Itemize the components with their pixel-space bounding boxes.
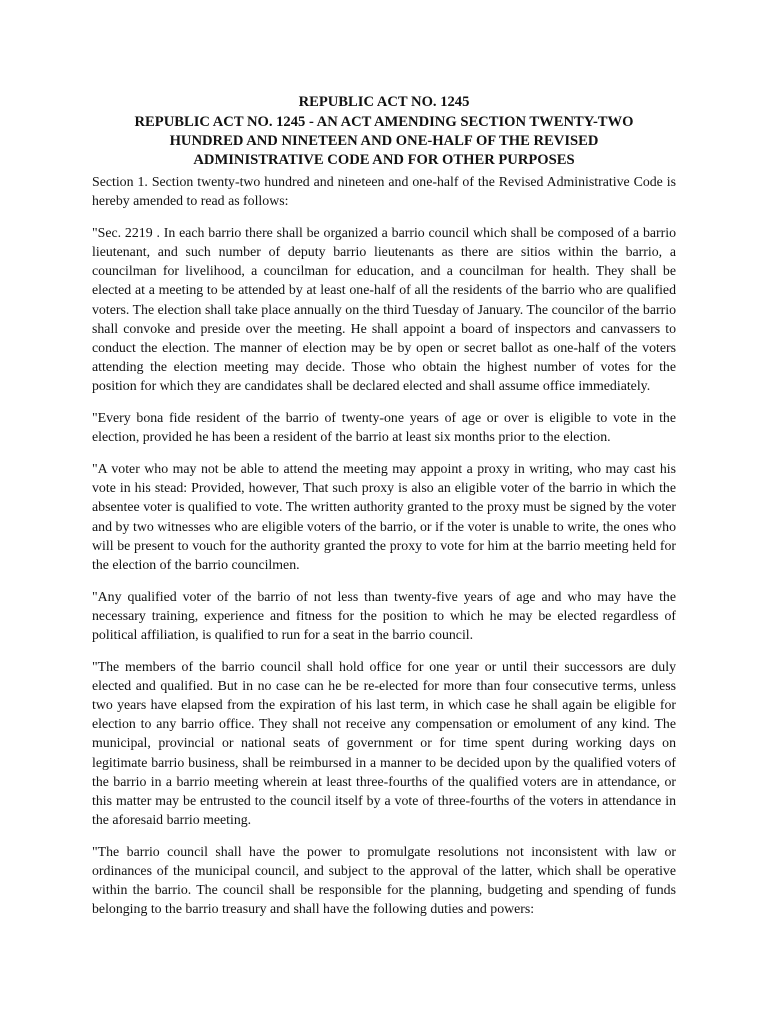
body-paragraph: "The barrio council shall have the power to promulgate resolutions not inconsistent with law or ordinances of the municipal council, and subject to the approval of the latter, which shall be operative within the barrio. The council shall be responsible for the planning, budgeting and spending of funds belonging to the barrio treasury and shall have the following duties and powers:	[92, 843, 676, 917]
body-paragraph: "A voter who may not be able to attend the meeting may appoint a proxy in writing, who may cast his vote in his stead: Provided, however, That such proxy is also an eligible voter of the barrio in which the absentee voter is qualified to vote. The written authority granted to the proxy must be signed by the voter and by two witnesses who are eligible voters of the barrio, or if the voter is unable to write, the ones who will be present to vouch for the authority granted the proxy to vote for him at the barrio meeting held for the election of the barrio councilmen.	[92, 461, 676, 572]
body-paragraph: "The members of the barrio council shall hold office for one year or until their successors are duly elected and qualified. But in no case can he be re-elected for more than four consecutive terms, unless two years have elapsed from the expiration of his last term, in which case he shall again be eligible for election to any barrio office. They shall not receive any compensation or emolument of any kind. The municipal, provincial or national seats of government or for time spent during working days on legitimate barrio business, shall be reimbursed in a manner to be decided upon by the qualified voters of the barrio in a barrio meeting wherein at least three-fourths of the qualified voters are in attendance, or this matter may be entrusted to the council itself by a vote of three-fourths of the voters in attendance in the aforesaid barrio meeting.	[92, 659, 676, 827]
body-paragraph: "Any qualified voter of the barrio of not less than twenty-five years of age and who may have the necessary training, experience and fitness for the position to which he may be elected regardless of political affiliation, is qualified to run for a seat in the barrio council.	[92, 588, 676, 642]
subtitle-line: REPUBLIC ACT NO. 1245 - AN ACT AMENDING SECTION TWENTY-TWO	[134, 114, 634, 130]
subtitle-line: ADMINISTRATIVE CODE AND FOR OTHER PURPOSES	[193, 152, 575, 168]
section-paragraph: Section 1. Section twenty-two hundred and nineteen and one-half of the Revised Administrative Code is hereby amended to read as follows:	[92, 174, 676, 209]
body-paragraph: "Every bona fide resident of the barrio of twenty-one years of age or over is eligible to vote in the election, provided he has been a resident of the barrio at least six months prior to the election.	[92, 410, 676, 445]
body-paragraph: "Sec. 2219 . In each barrio there shall be organized a barrio council which shall be composed of a barrio lieutenant, and such number of deputy barrio lieutenants as there are sitios within the barrio, a councilman for livelihood, a councilman for education, and a councilman for health. They shall be elected at a meeting to be attended by at least one-half of all the residents of the barrio who are qualified voters. The election shall take place annually on the third Tuesday of January. The councilor of the barrio shall convoke and preside over the meeting. He shall appoint a board of inspectors and canvassers to conduct the election. The manner of election may be by open or secret ballot as one-half of the voters attending the election meeting may decide. Those who obtain the highest number of votes for the position for which they are candidates shall be declared elected and shall assume office immediately.	[92, 225, 676, 393]
document-body	[92, 172, 676, 931]
subtitle-line: HUNDRED AND NINETEEN AND ONE-HALF OF THE REVISED	[169, 133, 599, 149]
document-title: REPUBLIC ACT NO. 1245	[298, 94, 470, 110]
document-header	[90, 93, 678, 170]
